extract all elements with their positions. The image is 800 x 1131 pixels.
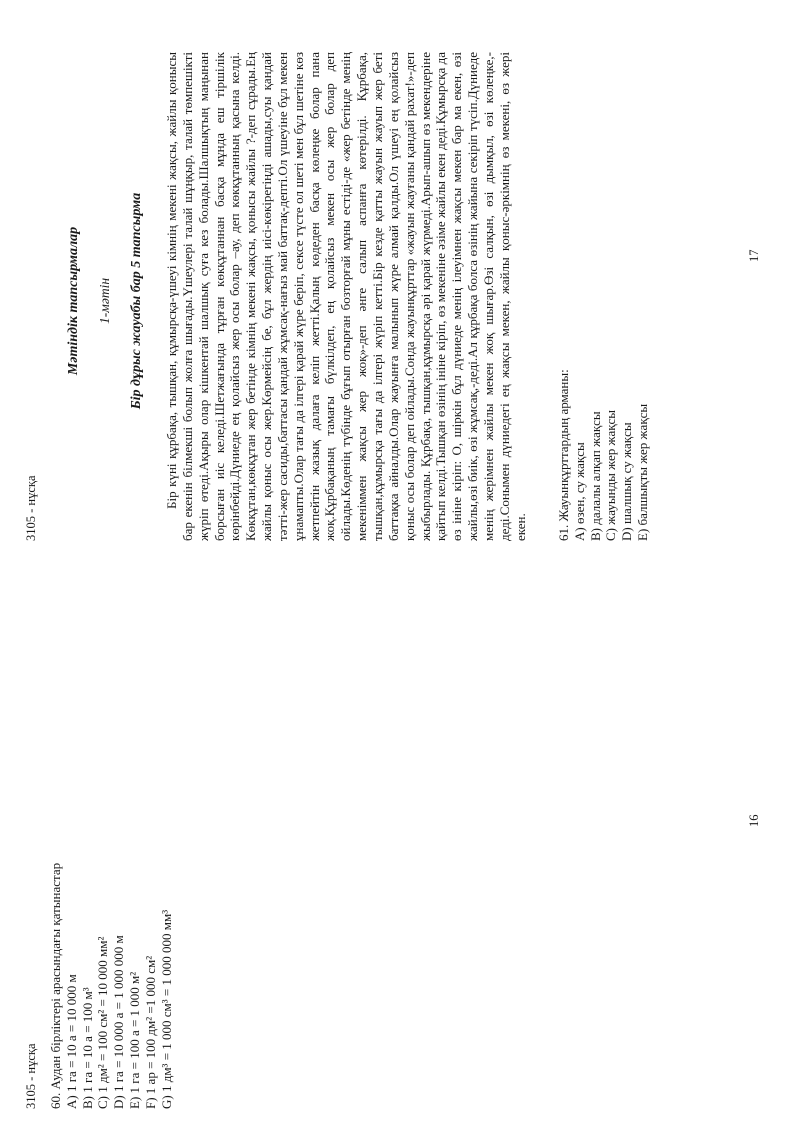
instruction: Бір дұрыс жауабы бар 5 тапсырма — [129, 192, 144, 410]
question-61-title: 61. Жауынқұрттардың арманы: — [556, 369, 571, 541]
question-60-title: 60. Аудан бірліктері арасындағы қатынастар — [48, 862, 63, 1109]
option-a: A) өзен, су жақсы — [571, 442, 587, 541]
option-f: F) 1 ар = 100 дм² =1 000 см² — [142, 955, 158, 1109]
passage-text: Бір күні құрбақа, тышқан, құмырсқа-үшеуі кімнің мекені жақсы, жайлы қонысы бар екенін білмекші болып жолға шығады.Үшеулері талай шұңқыр, талай төмпешікті жүріп өтеді.Ақыры олар кішкентай шалшық суға кез болады.Шалшықтың маңынан борсыған иіс келеді.Шетжағында тұрған көкқұтаннан басқа мұнда еш тіршілік көрінбейді.Дүниеде ең қолайсыз жер осы болар –ау, деп көкқұтанның қасына келді. Көкқұтан,көкқұтан жер бетінде кімнің мекені жақсы, қонысы жайлы ?-деп сұрады.Ең жайлы қоныс осы жер.Көрмейсің бе, бұл жердің иісі-көкірегіңді ашады,суы қандай тәтті-жер сасиды,баттасы қандай жұмсақ-нағыз май баттақ-депті.Ол үшеуіне бұл мекен ұнамапты.Олар тағы да ілгері қарай жүре беріп, сексе түсте ол шеті мен бұл шетіне көз жетпейтін жазық далаға келіп жетті.Қалың көдеден басқа көлеңке болар пана жоқ.Құрбақаның тамағы бүлкілдеп, ең қолайсыз мекен осы жер болар деп ойлады.Көденің түбінде бұғып отырған бозторғай мұны естіді-де «жер бетінде менің мекеніммен жақсы жер жоқ»-деп әнге салып аспанға көтерілді. Құрбақа, тышқан,құмырсқа тағы да ілгері жүріп кетті.Бір кезде қатты жауын жауып жер беті баттақка айналды.Олар жауынға малынып жүре алмай қалды.Ол үшеуі ең қолайсыз қоныс осы болар деп ойлады.Сонда жауынқұрттар «жауын жауғаны қандай рахат!»-деп жыбырлады. Құрбақа, тышқан,құмырсқа әрі қарай жүрмеді.Арып-ашып өз мекендеріне қайтып келді.Тышқан өзінің ініне кіріп, өз мекеніне әзіме жайлы екен деді.Құмырсқа да өз ініне кіріп: О, шіркін бұл дүниеде менің ілеуімнен жақсы мекен бар ма екен, өзі жайлы,өзі биік, өзі жұмсақ,-деді.Ал құрбақа болса өзінің жайына секіріп түсіп.Дүниеде менің жерімнен жайлы мекен жоқ шығар.Өзі салқын, өзі дымқыл, өзі көлеңке,-деді.Сонымен дүниедегі ең жақсы мекен, жайлы қоныс-әркімнің өз мекені, өз жері екен. — [164, 52, 528, 541]
left-page-header: 3105 - нұсқа — [24, 1043, 38, 1109]
passage — [164, 52, 528, 541]
option-b: B) 1 га = 10 а = 100 м³ — [79, 987, 95, 1109]
option-c: C) жауынды жер жақсы — [603, 409, 619, 541]
question-61 — [556, 61, 651, 541]
option-b: B) далалы алқап жақсы — [587, 411, 603, 541]
right-page-number: 17 — [747, 249, 761, 262]
left-page-number: 16 — [747, 814, 761, 827]
option-c: C) 1 дм² = 100 см² = 10 000 мм² — [95, 936, 111, 1109]
option-e: E) 1 га = 100 а = 1 000 м² — [126, 971, 142, 1109]
question-60 — [48, 659, 174, 1109]
option-a: A) 1 га = 10 а = 10 000 м — [63, 974, 79, 1109]
option-g: G) 1 дм³ = 1 000 см³ = 1 000 000 мм³ — [158, 909, 174, 1109]
section-title: Мәтіндік тапсырмалар — [66, 226, 81, 376]
right-page-header: 3105 - нұсқа — [24, 475, 38, 541]
option-d: D) 1 га = 10 000 а = 1 000 000 м — [111, 935, 127, 1109]
option-d: D) шалшық су жақсы — [619, 422, 635, 541]
text-label: 1-мәтін — [97, 277, 112, 325]
option-e: E) балшықты жер жақсы — [634, 403, 650, 541]
